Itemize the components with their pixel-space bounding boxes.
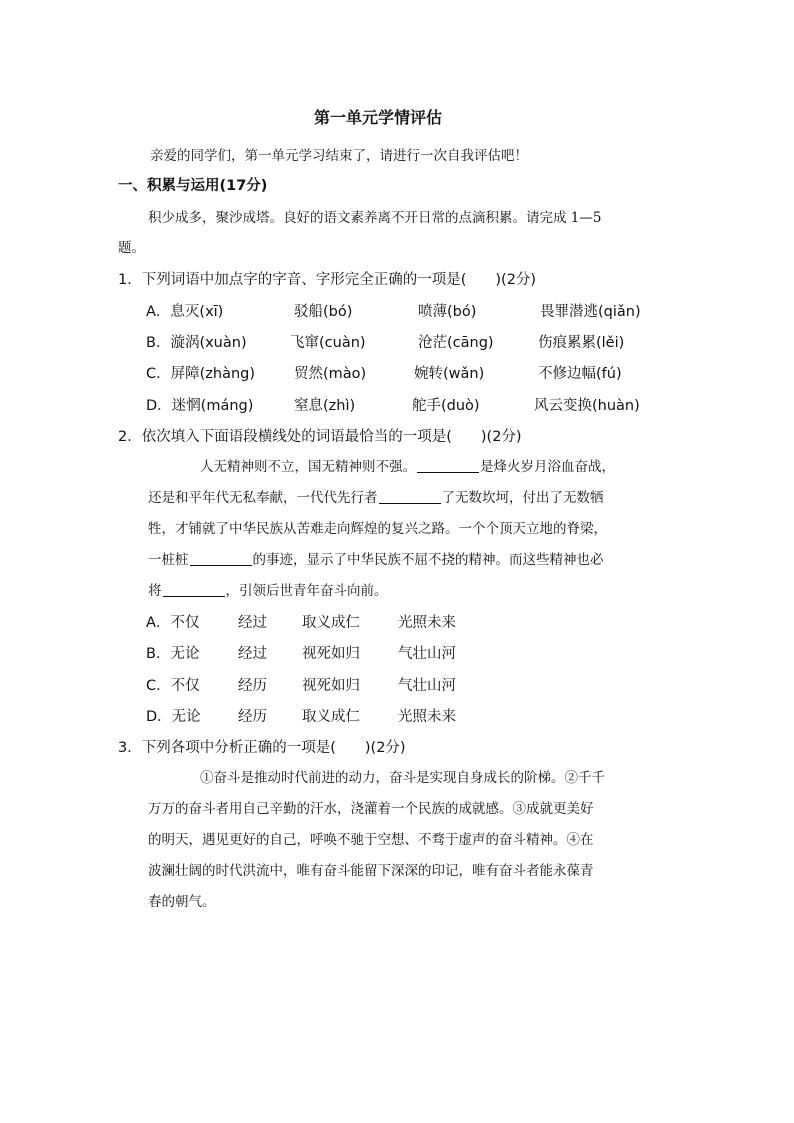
- passage-line: 万万的奋斗者用自己辛勤的汗水，浇灌着一个民族的成就感。③成就更美好: [148, 801, 594, 817]
- passage-text: 将: [148, 583, 162, 599]
- option-word: 气壮山河: [398, 646, 456, 662]
- option-word: 风云变换(huàn): [534, 398, 640, 414]
- option-word: 沧茫(cāng): [418, 335, 494, 351]
- option-word: 飞窜(cuàn): [290, 335, 366, 351]
- passage-text: 的事迹，显示了中华民族不屈不挠的精神。而这些精神也必: [252, 552, 604, 568]
- option-word: 经过: [238, 646, 267, 662]
- option-word: 光照未来: [398, 615, 456, 631]
- passage-line: [148, 488, 604, 508]
- option-word: 畏罪潜逃(qiǎn): [540, 304, 641, 320]
- option-label: C．不仅: [146, 678, 200, 694]
- passage-text: 人无精神则不立，国无精神则不强。: [200, 459, 416, 475]
- passage-line: 的明天，遇见更好的自己，呼唤不驰于空想、不骛于虚声的奋斗精神。④在: [148, 832, 594, 848]
- option-label: A．息灭(xī): [146, 304, 224, 320]
- question-1-stem: 1．下列词语中加点字的字音、字形完全正确的一项是( )(2分): [118, 272, 537, 288]
- fill-blank-2[interactable]: [379, 489, 441, 504]
- option-word: 视死如归: [302, 646, 360, 662]
- passage-line: [148, 550, 604, 570]
- option-word: 驳船(bó): [294, 304, 353, 320]
- passage-line: 牲，才铺就了中华民族从苦难走向辉煌的复兴之路。一个个顶天立地的脊梁，: [148, 521, 607, 537]
- option-word: 经历: [238, 678, 267, 694]
- option-label: B．漩涡(xuàn): [146, 335, 247, 351]
- option-label: D．迷惘(máng): [146, 398, 254, 414]
- passage-text: ，引领后世青年奋斗向前。: [225, 583, 388, 599]
- option-label: D．无论: [146, 709, 201, 725]
- page-title: 第一单元学情评估: [314, 108, 443, 127]
- option-label: B．无论: [146, 646, 200, 662]
- option-word: 光照未来: [398, 709, 456, 725]
- greeting-text: 亲爱的同学们，第一单元学习结束了，请进行一次自我评估吧！: [150, 148, 528, 164]
- option-word: 取义成仁: [302, 709, 360, 725]
- option-word: 不修边幅(fú): [538, 366, 622, 382]
- passage-text: 一桩桩: [148, 552, 189, 568]
- section-intro-line2: 题。: [118, 240, 145, 256]
- passage-line: [148, 581, 388, 601]
- passage-line: [200, 457, 615, 477]
- option-word: 舵手(duò): [412, 398, 480, 414]
- option-word: 经过: [238, 615, 267, 631]
- passage-text: 还是和平年代无私奉献，一代代先行者: [148, 490, 378, 506]
- option-word: 婉转(wǎn): [414, 366, 485, 382]
- option-word: 气壮山河: [398, 678, 456, 694]
- passage-line: 春的朝气。: [148, 894, 216, 910]
- section-heading: 一、积累与运用(17分): [118, 178, 268, 194]
- option-word: 取义成仁: [302, 615, 360, 631]
- passage-line: ①奋斗是推动时代前进的动力，奋斗是实现自身成长的阶梯。②千千: [200, 770, 605, 786]
- passage-line: 波澜壮阔的时代洪流中，唯有奋斗能留下深深的印记，唯有奋斗者能永葆青: [148, 863, 594, 879]
- passage-text: 是烽火岁月浴血奋战，: [480, 459, 615, 475]
- fill-blank-3[interactable]: [190, 551, 252, 566]
- option-label: A．不仅: [146, 615, 200, 631]
- section-intro-line1: 积少成多，聚沙成塔。良好的语文素养离不开日常的点滴积累。请完成 1—5: [148, 210, 602, 226]
- question-2-stem: 2．依次填入下面语段横线处的词语最恰当的一项是( )(2分): [118, 429, 522, 445]
- passage-text: 了无数坎坷，付出了无数牺: [441, 490, 604, 506]
- option-word: 伤痕累累(lěi): [538, 335, 625, 351]
- option-label: C．屏障(zhàng): [146, 366, 256, 382]
- question-3-stem: 3．下列各项中分析正确的一项是( )(2分): [118, 740, 406, 756]
- option-word: 喷薄(bó): [418, 304, 477, 320]
- option-word: 经历: [238, 709, 267, 725]
- fill-blank-1[interactable]: [417, 458, 479, 473]
- fill-blank-4[interactable]: [163, 582, 225, 597]
- option-word: 贸然(mào): [294, 366, 367, 382]
- option-word: 窒息(zhì): [294, 398, 356, 414]
- option-word: 视死如归: [302, 678, 360, 694]
